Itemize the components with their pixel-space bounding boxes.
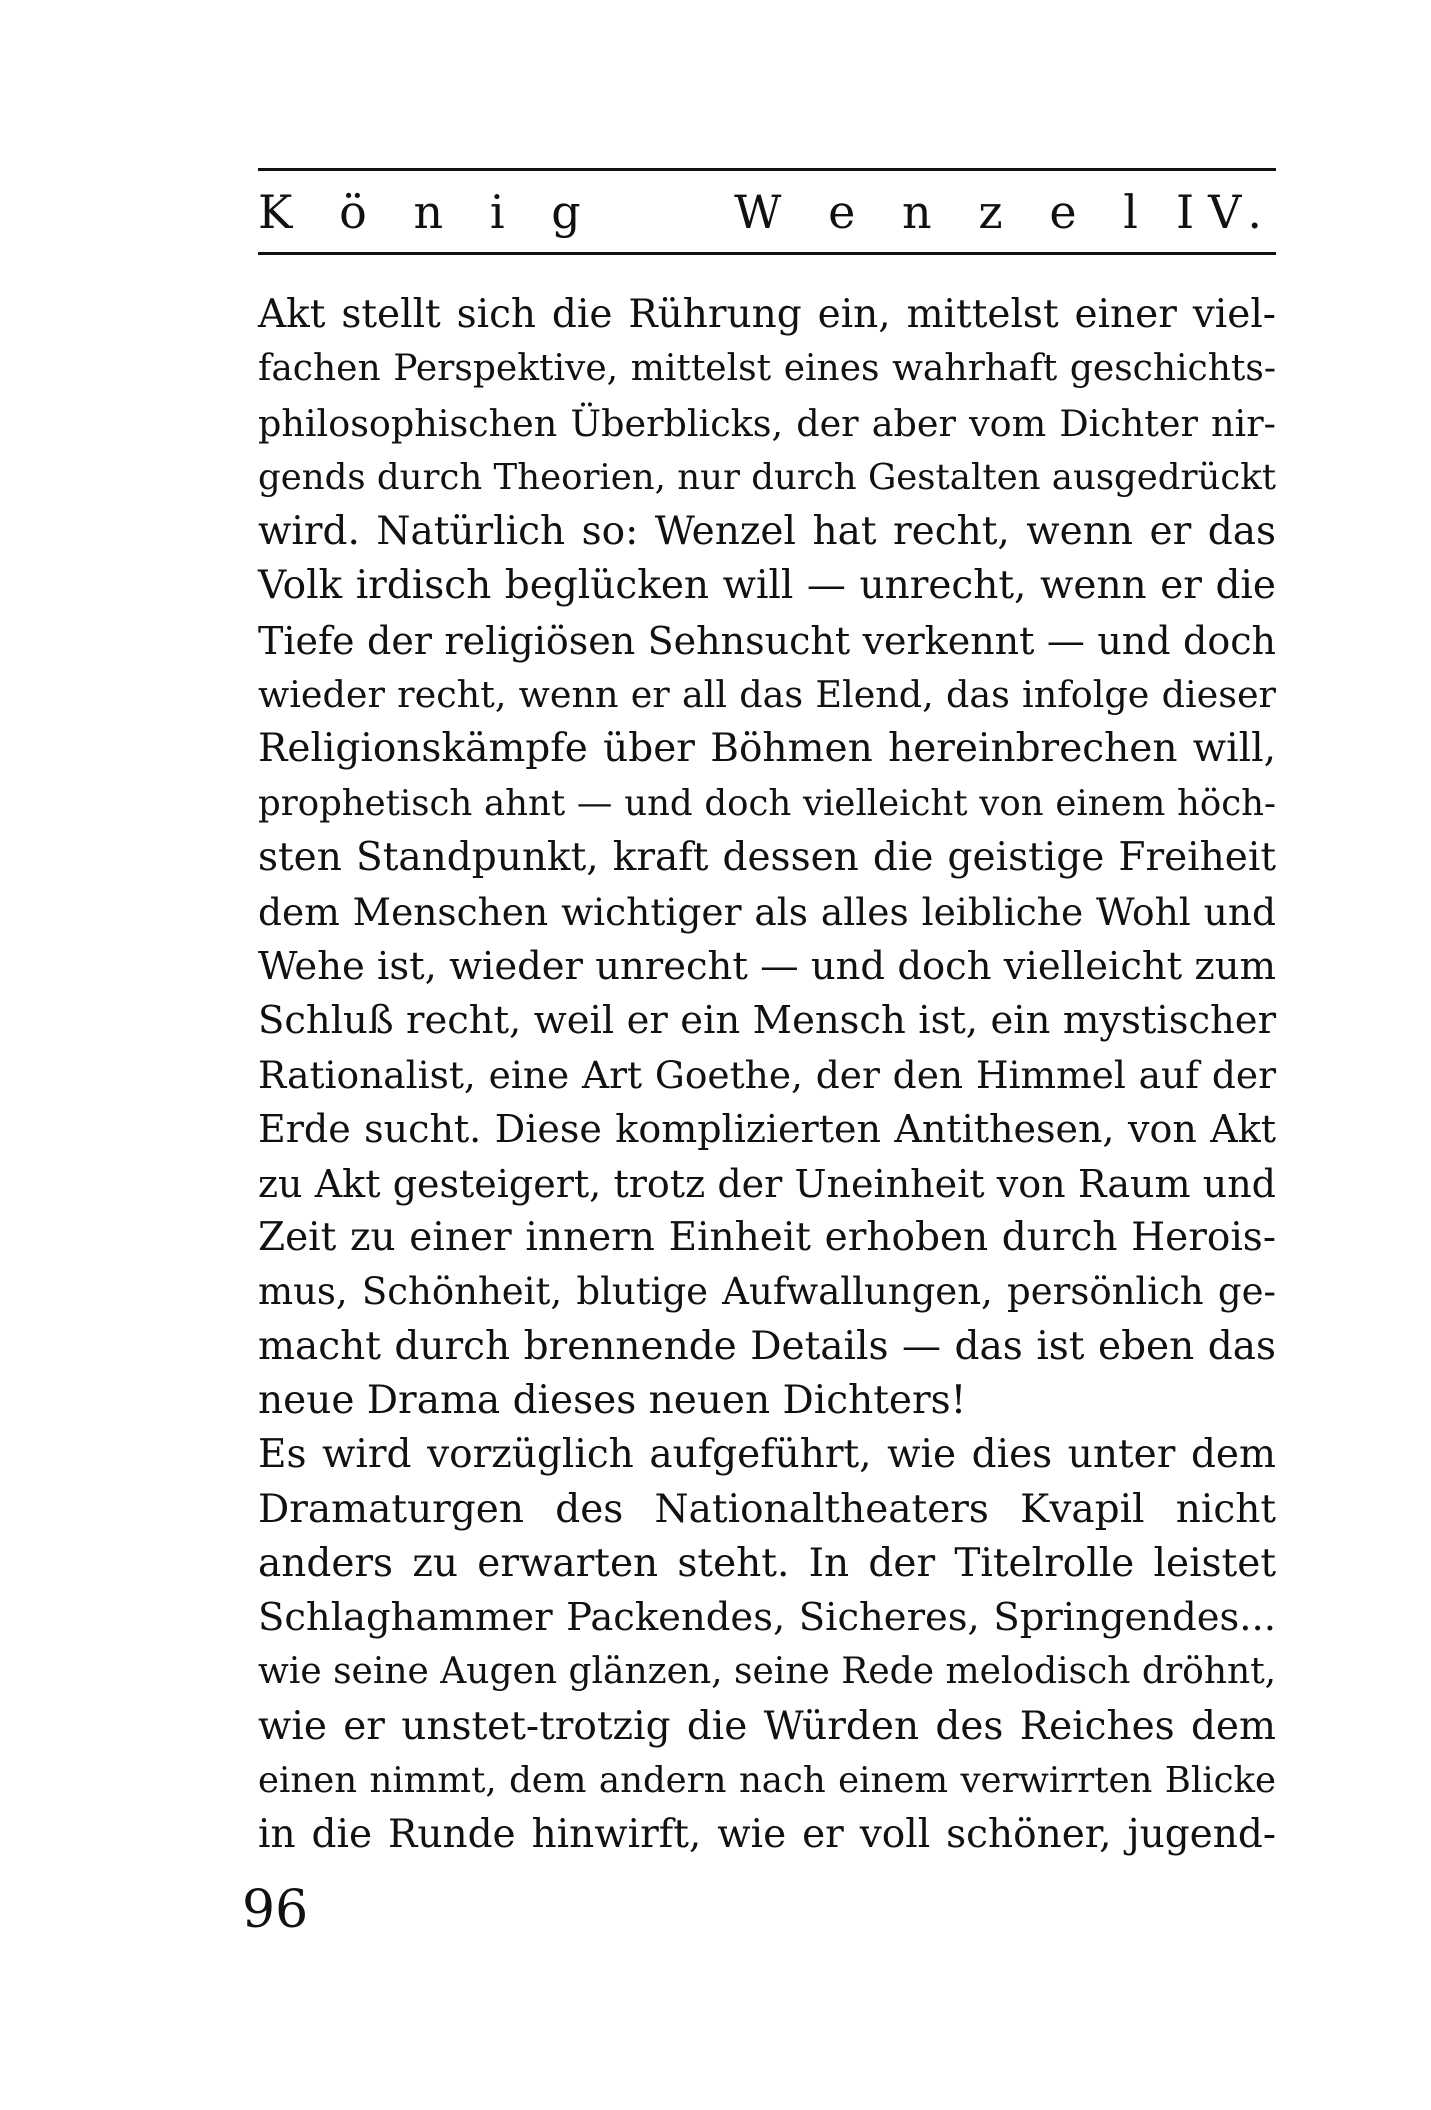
text-line: dem Menschen wichtiger als alles leibliche Wohl und [258, 890, 1276, 935]
text-line: Rationalist, eine Art Goethe, der den Himmel auf der [258, 1053, 1276, 1098]
title-letter: ö [339, 185, 367, 239]
text-line: macht durch brennende Details — das ist eben das [258, 1323, 1276, 1369]
text-line: wieder recht, wenn er all das Elend, das infolge dieser [258, 673, 1276, 717]
title-letter: i [489, 185, 505, 239]
text-line: prophetisch ahnt — und doch vielleicht von einem höch- [258, 782, 1276, 824]
text-line: wie seine Augen glänzen, seine Rede melodisch dröhnt, [258, 1651, 1277, 1693]
text-line: philosophischen Überblicks, der aber vom Dichter nir- [258, 401, 1276, 445]
title-letter: z [978, 185, 1003, 239]
text-line: fachen Perspektive, mittelst eines wahrhaft geschichts- [258, 348, 1276, 390]
header-bottom-rule [258, 252, 1276, 255]
text-line: Religionskämpfe über Böhmen hereinbrechen will, [258, 726, 1276, 772]
text-line: zu Akt gesteigert, trotz der Uneinheit von Raum und [258, 1161, 1276, 1206]
title-letter: e [1049, 185, 1077, 239]
body-text [258, 288, 1276, 1863]
header-top-rule [258, 168, 1276, 171]
title-letter: n [902, 185, 932, 239]
title-letter: K [258, 185, 293, 239]
text-line-paragraph-end: neue Drama dieses neuen Dichters! [258, 1377, 967, 1423]
text-line: Tiefe der religiösen Sehnsucht verkennt — und doch [258, 618, 1276, 663]
text-line: einen nimmt, dem andern nach einem verwirrten Blicke [258, 1760, 1276, 1802]
chapter-number: IV. [1176, 185, 1276, 239]
text-line: gends durch Theorien, nur durch Gestalten ausgedrückt [258, 456, 1276, 498]
title-letter: W [734, 185, 782, 239]
text-line: Erde sucht. Diese komplizierten Antithesen, von Akt [258, 1107, 1276, 1152]
text-line: Es wird vorzüglich aufgeführt, wie dies unter dem [258, 1432, 1276, 1478]
text-line: mus, Schönheit, blutige Aufwallungen, persönlich ge- [258, 1270, 1276, 1314]
text-line: Schlaghammer Packendes, Sicheres, Springendes... [258, 1595, 1276, 1641]
text-line: wie er unstet-trotzig die Würden des Reiches dem [258, 1703, 1276, 1749]
text-line: anders zu erwarten steht. In der Titelrolle leistet [258, 1540, 1276, 1586]
text-line: Volk irdisch beglücken will — unrecht, wenn er die [258, 563, 1276, 609]
page-number: 96 [242, 1880, 309, 1940]
running-header [258, 168, 1276, 258]
text-line: Akt stellt sich die Rührung ein, mittelst einer viel- [258, 292, 1276, 337]
text-line: Schluß recht, weil er ein Mensch ist, ein mystischer [258, 997, 1276, 1043]
text-line: wird. Natürlich so: Wenzel hat recht, wenn er das [258, 509, 1276, 555]
text-line: in die Runde hinwirft, wie er voll schöner, jugend- [258, 1812, 1276, 1858]
title-letter: e [828, 185, 856, 239]
title-letter: l [1123, 185, 1138, 239]
title-letter: n [413, 185, 444, 239]
text-line: Dramaturgen des Nationaltheaters Kvapil nicht [258, 1486, 1276, 1532]
running-title [258, 182, 1138, 242]
text-line: Zeit zu einer innern Einheit erhoben durch Herois- [258, 1215, 1276, 1261]
title-letter: g [551, 185, 581, 239]
text-line: Wehe ist, wieder unrecht — und doch vielleicht zum [258, 943, 1276, 989]
text-line: sten Standpunkt, kraft dessen die geistige Freiheit [258, 834, 1276, 880]
